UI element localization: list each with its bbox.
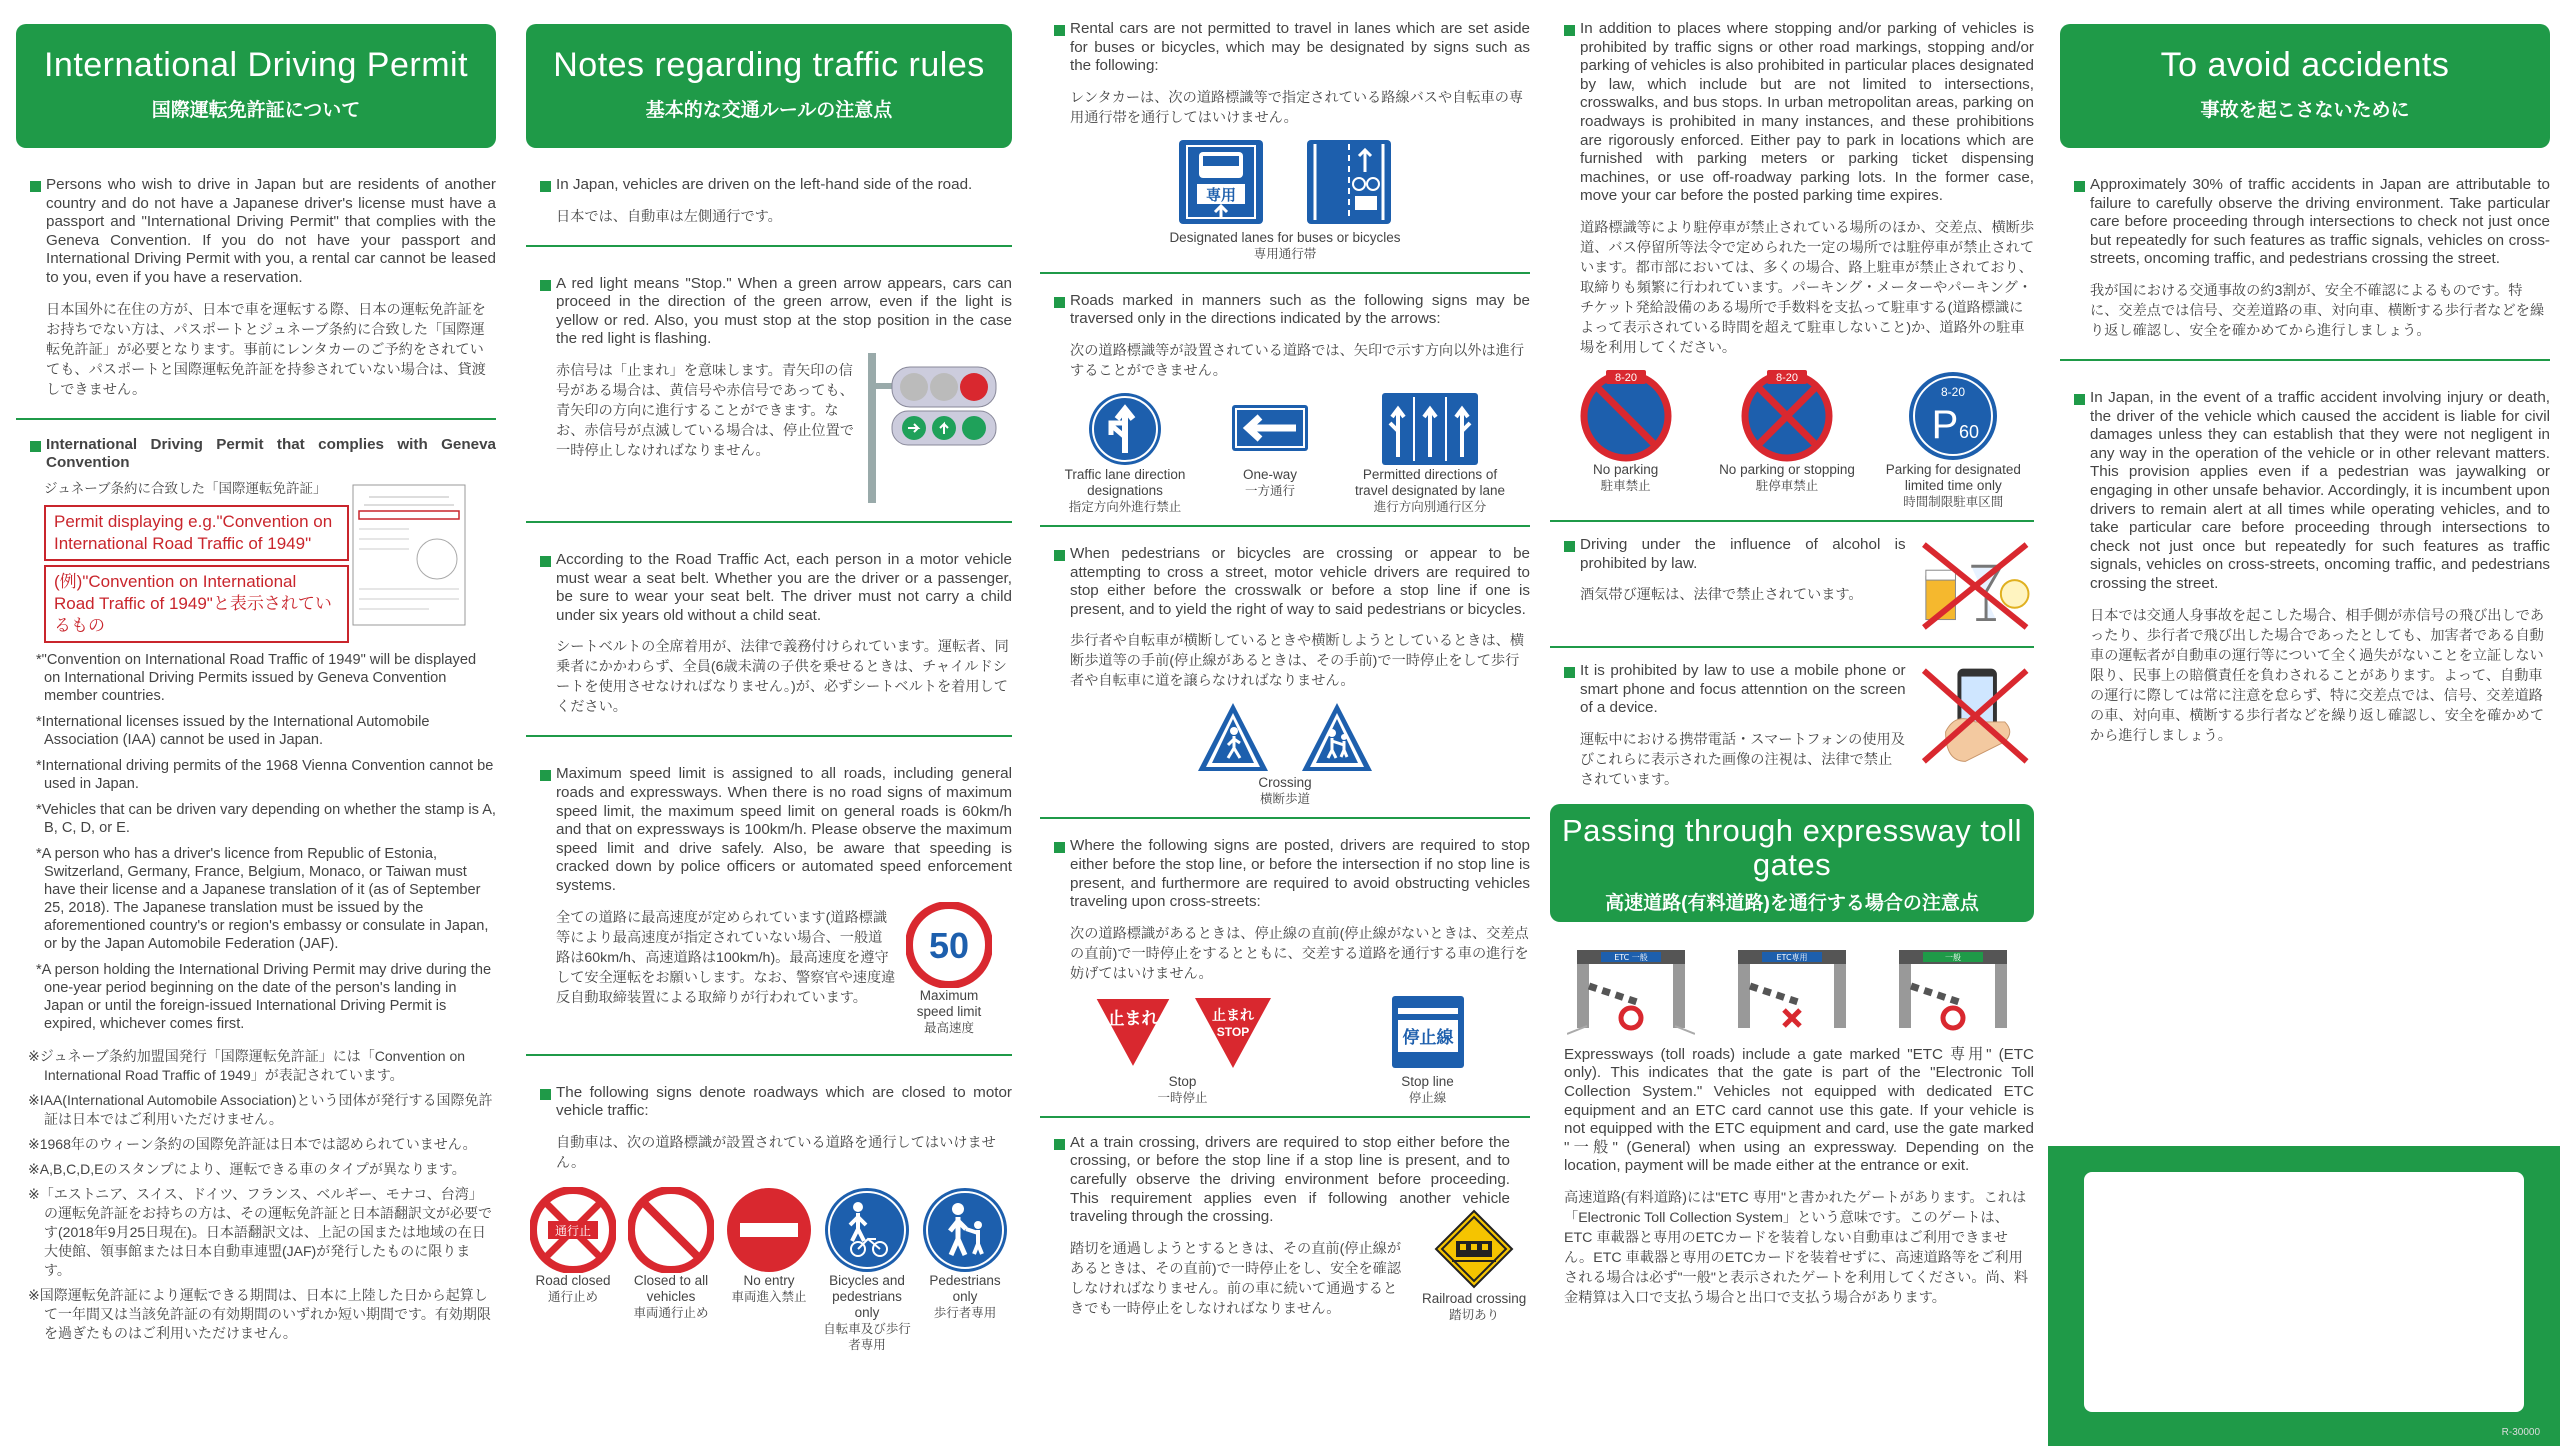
stop2-sub: STOP [1216,1024,1249,1039]
paragraph-en: Driving under the influence of alcohol is prohibited by law. [1580,535,1906,572]
header-avoid-accidents [2060,24,2550,148]
paragraph-ja: 次の道路標識があるときは、停止線の直前(停止線がないときは、交差点の直前)で一時停止をするとともに、交差する道路を通行する車の進行を妨げてはいけません。 [1070,925,1529,982]
paragraph-en: In Japan, in the event of a traffic accident involving injury or death, the driver of the vehicle which caused the accident is liable for civil damages unless they can establish that they were not negligent in any way in the operation of the vehicle or in other relevant matters. This provision applies even if a pedestrian was jaywalking or engaging in other unsafe behavior. Accordingly, it is incumbent upon drivers to remain alert at all times while operating vehicles, and to take particular care before proceeding through intersections to check not just once but repeatedly for such features as traffic signals, vehicles on cross-streets, oncoming traffic, and pedestrians crossing the street. [2090,388,2550,592]
arrow-signs [1040,391,1530,515]
parking-signs [1550,370,2034,510]
pedestrian-icon [922,1187,1008,1273]
note-ja: ※1968年のウィーン条約の国際免許証は日本では認められていません。 [28,1135,477,1152]
crossing-icon [1196,701,1270,775]
paragraph-en: Where the following signs are posted, drivers are required to stop either before the stop line, or before the intersection if no stop line is present, and furthermore are required to avoid obstructing vehicles traveling upon cross-streets: [1070,837,1530,911]
speed-limit-sign [904,902,994,1036]
divider [2060,359,2550,361]
paragraph-ja: シートベルトの全席着用が、法律で義務付けられています。運転者、同乗者にかかわらず、全員(6歳未満の子供を乗せるときは、チャイルドシートを使用させなければなりません。)が、必ずシートベルトを着用してください。 [556,639,1009,716]
etc-general-gate-icon [1567,938,1695,1038]
column-international-permit [16,0,496,1446]
note-ja: ※ジュネーブ条約加盟国発行「国際運転免許証」には「Convention on International Road Traffic of 1949」が表記されています。 [28,1047,466,1083]
paragraph-en: Rental cars are not permitted to travel in lanes which are set aside for buses or bicycles, which may be designated by signs such as the following: [1070,20,1530,75]
header-toll-gates [1550,804,2034,922]
caption-ja: 一時停止 [1157,1090,1208,1105]
no-parking-icon [1580,370,1672,462]
toll-explanation [1550,1046,2034,1308]
sign-stop-line [1378,994,1478,1106]
divider [16,418,496,420]
paragraph-ja: 酒気帯び運転は、法律で禁止されています。 [1580,587,1863,604]
paragraph-ja: 運転中における携帯電話・スマートフォンの使用及びこれらに表示された画像の注視は、法律で禁止されています。 [1580,731,1905,788]
lane-directions-icon [1380,391,1480,467]
sign-road-closed [528,1187,618,1305]
section-title: Passing through expressway toll gates [1561,812,2023,882]
note-ja: ※IAA(International Automobile Association)という団体が発行する国際免許証は日本ではご利用いただけません。 [28,1091,493,1127]
header-international-permit [16,24,496,148]
caption-ja: 自転車及び歩行者専用 [823,1321,911,1352]
direction-rule [1040,292,1530,381]
divider [526,245,1012,247]
note-en: *"Convention on International Road Traffic of 1949" will be displayed on International Driving Permits issued by Geneva Convention member countries. [36,651,477,704]
no-stopping-icon [1741,370,1833,462]
paragraph-ja: 赤信号は「止まれ」を意味します。青矢印の信号がある場合は、黄信号や赤信号であっても、青矢印の方向に進行することができます。なお、赤信号が点滅している場合は、停止位置で一時停止しなければなりません。 [556,362,854,459]
permit-requirement-block [16,176,496,400]
caption-ja: 指定方向外進行禁止 [1068,499,1182,514]
stop-glyph: 止まれ [1107,1008,1158,1029]
paragraph-en: According to the Road Traffic Act, each person in a motor vehicle must wear a seat belt. Whether you are the driver or a passenger, be sure to wear your seat belt. The driver must not carry a child under six years old without a child seat. [556,550,1012,624]
caption-en: One-way [1242,466,1298,482]
gate-label: ETC専用 [1776,952,1808,962]
stop2-glyph: 止まれ [1211,1007,1254,1024]
direction-arrow-icon [1087,391,1163,467]
toll-gate-illustrations [1550,938,2034,1038]
paragraph-en: Maximum speed limit is assigned to all roads, including general roads and expressways. When there is no road signs of maximum speed limit, the maximum speed limit on general roads is 60km/h and that on expressways is 100km/h. Please observe the maximum speed limit and drive safely. Also, be aware that speeding is cracked down by police officers or automated speed enforcement systems. [556,765,1012,894]
stop-icon [1093,994,1173,1070]
sign-stop [1093,994,1273,1106]
seat-belt-rule [526,551,1012,717]
section-subtitle: 基本的な交通ルールの注意点 [645,100,893,121]
header-traffic-rules [526,24,1012,148]
note-ja: ※「エストニア、スイス、ドイツ、フランス、ベルギー、モナコ、台湾」の運転免許証をお持ちの方は、その運転免許証と日本語翻訳文が必要です(2018年9月25日現在)。日本語翻訳文は、上記の国または地域の在日大使館、領事館または日本自動車連盟(JAF)が発行したものに限ります。 [28,1185,492,1278]
note-ja: ※A,B,C,D,Eのスタンプにより、運転できる車のタイプが異なります。 [28,1160,466,1177]
section-subtitle: 国際運転免許証について [151,100,361,121]
left-side-rule [526,176,1012,227]
note-en: *A person who has a driver's licence from Republic of Estonia, Switzerland, Germany, France, Belgium, Monaco, or Taiwan must have their license and a Japanese translation of it (as of September 25, 2018). The Japanese translation must be issued by the aforementioned country's or region's embassy or consulate in Japan, or by the Japan Automobile Federation (JAF). [36,845,489,952]
closed-road-rule [526,1084,1012,1173]
mobile-phone-rule [1550,662,2034,790]
sign-pedestrians-only [920,1187,1010,1321]
paragraph-en: In addition to places where stopping and/or parking of vehicles is prohibited by traffic signs or other road markings, stopping and/or parking of vehicles is also prohibited in particular places designated by law, which include but are not limited to intersections, crosswalks, and bus stops. In urban metropolitan areas, parking on roadways is prohibited in many instances, and these prohibitions are rigorously enforced. Either pay to park in locations which are furnished with parking meters or parking ticket dispensing machines, or use off-roadway parking lots. In the former case, move your car before the posted parking time expires. [1580,20,2034,205]
caption-en: Parking for designated limited time only [1885,461,2021,493]
caption-ja: 駐車禁止 [1600,478,1651,493]
notes-en [16,651,496,1033]
paragraph-ja: 全ての道路に最高速度が定められています(道路標識等により最高速度が指定されていない場合、一般道路は60km/h、高速道路は100km/h)。最高速度を遵守して安全運転をお願いします。なお、警察官や速度違反自動取締装置による取締りが行われています。 [556,909,896,1006]
road-closed-glyph: 通行止 [554,1223,592,1238]
caption-ja: 車両通行止め [633,1305,709,1320]
divider [526,1054,1012,1056]
caption-ja: 踏切あり [1449,1307,1500,1322]
caption-en: Traffic lane direction designations [1064,466,1186,498]
stop-line-icon [1390,994,1466,1070]
note-ja: ※国際運転免許証により運転できる期間は、日本に上陸した日から起算して一年間又は当該免許証の有効期間のいずれか短い期間です。有効期限を過ぎたものはご利用いただけません。 [28,1286,491,1341]
railroad-crossing-icon [1432,1207,1516,1291]
notes-ja [16,1047,496,1343]
paragraph-ja: 次の道路標識等が設置されている道路では、矢印で示す方向以外は進行することができません。 [1070,342,1525,379]
speed-value: 50 [928,924,970,966]
dedicated-lane-signs [1040,138,1530,226]
caption-en: Bicycles and pedestrians only [829,1272,905,1320]
section-title: Notes regarding traffic rules [553,46,985,84]
sign-bicycles-pedestrians [822,1187,912,1353]
lane-glyph: 専用 [1205,185,1237,204]
speed-limit-rule [526,765,1012,1035]
sign-no-stopping [1707,370,1867,494]
caption-en: Permitted directions of travel designated by lane [1354,466,1506,498]
gate-label: ETC 一般 [1613,952,1648,962]
time-label: 8-20 [1614,371,1637,384]
divider [1040,1116,1530,1118]
divider [1550,646,2034,648]
paragraph-en: At a train crossing, drivers are required to stop either before the crossing, or before the stop line if a stop line is present, and to carefully observe the driving environment before proceeding. This requirement applies even if following another vehicle traveling through the crossing. [1070,1133,1510,1226]
sign-lane-directions [1350,391,1510,515]
paragraph-en: When pedestrians or bicycles are crossing or appear to be attempting to cross a street, motor vehicle drivers are required to stop either before the crosswalk or before a stop line if one is present, and to yield the right of way to said pedestrians or bicycles. [1070,544,1530,618]
paragraph-ja: 高速道路(有料道路)には"ETC 専用"と書かれたゲートがあります。これは「Electronic Toll Collection System」という意味です。このゲートは、ETC 車載器と専用のETCカードを装着しない自動車はご利用できません。ETC 車載器と専用のETCカードを装着せずに、高速道路等をご利用される場合は必ず"一般"と表示されたゲートを利用してください。尚、料金精算は入口で支払う場合と出口で支払う場合があります。 [1564,1189,2029,1306]
sign-no-parking [1556,370,1696,494]
caption-ja: 通行止め [547,1289,598,1304]
paragraph-en: The following signs denote roadways which are closed to motor vehicle traffic: [556,1083,1012,1120]
time-label: 8-20 [1775,371,1798,384]
paragraph-ja: 我が国における交通事故の約3割が、安全不確認によるものです。特に、交差点では信号、交差道路の車、対向車、横断する歩行者などを繰り返し確認し、安全を確かめてから進行しましょう。 [2090,282,2545,339]
divider [1040,525,1530,527]
paragraph-ja: 自動車は、次の道路標識が設置されている道路を通行してはいけません。 [556,1134,996,1171]
divider [526,735,1012,737]
school-crossing-icon [1300,701,1374,775]
divider [1040,817,1530,819]
section-subtitle: 事故を起こさないために [2200,100,2410,121]
alcohol-rule [1550,536,2034,636]
limited-parking-icon [1907,370,1999,462]
crossing-signs [1040,701,1530,775]
sign-railroad-crossing [1422,1207,1526,1323]
stop-english-icon [1193,994,1273,1070]
divider [1550,520,2034,522]
caption-en: Railroad crossing [1422,1290,1527,1306]
railroad-rule [1040,1134,1530,1323]
paragraph-en: It is prohibited by law to use a mobile phone or smart phone and focus attenntion on the screen of a device. [1580,661,1906,717]
caption-ja: 進行方向別通行区分 [1373,499,1487,514]
one-way-icon [1230,403,1310,453]
note-en: *A person holding the International Driving Permit may drive during the one-year period beginning on the date of the person's landing in Japan or until the foreign-issued International Driving Permit is expired, whichever comes first. [36,961,492,1032]
lane-caption-en: Designated lanes for buses or bicycles [1169,229,1401,245]
speed-limit-icon [906,902,992,988]
etc-only-gate-icon [1728,938,1856,1038]
caption-ja: 駐停車禁止 [1755,478,1819,493]
permit-example-ja: (例)"Convention on International Road Traffic of 1949"と表示されているもの [44,565,349,643]
caption-ja: 時間制限駐車区間 [1903,494,2004,509]
paragraph-en: Approximately 30% of traffic accidents in Japan are attributable to failure to carefully observe the driving environment. Take particular care before proceeding through intersections to check not just once but repeatedly for such features as traffic signals, vehicles on cross-streets, oncoming traffic, and pedestrians crossing the street. [2090,176,2550,268]
section-title: To avoid accidents [2160,46,2450,84]
bicycle-lane-icon [1305,138,1393,226]
crosswalk-rule [1040,545,1530,691]
footer-green-panel [2048,1146,2560,1446]
red-light-rule [526,275,1012,503]
road-closed-icon [530,1187,616,1273]
note-en: *Vehicles that can be driven vary depending on whether the stamp is A, B, C, D, or E. [36,801,496,836]
stop-signs [1040,994,1530,1106]
geneva-subtitle: ジュネーブ条約に合致した「国際運転免許証」 [44,480,327,496]
paragraph-ja: 歩行者や自転車が横断しているときや横断しようとしているときは、横断歩道等の手前(停止線があるときは、その手前)で一時停止をして歩行者や自転車に道を譲らなければなりません。 [1070,633,1525,690]
stopline-glyph: 停止線 [1402,1027,1453,1048]
caption-en: Road closed [535,1272,611,1288]
geneva-title: International Driving Permit that complies with Geneva Convention [46,435,496,472]
lane-caption-ja: 専用通行帯 [1253,246,1317,261]
observe-environment-block [2060,176,2550,341]
column-road-signs [1040,0,1530,1446]
permit-example [16,479,496,643]
caption-en: Stop line [1401,1073,1454,1089]
sign-lane-direction [1060,391,1190,515]
section-subtitle: 高速道路(有料道路)を通行する場合の注意点 [1605,892,1979,914]
caption-en: Maximum speed limit [916,987,982,1019]
paragraph-ja: 日本では交通人身事故を起こした場合、相手側が赤信号の飛び出しであったり、歩行者で飛び出した場合であったとしても、加害者である自動車の運転者が自動車の運行等について全く過失がないことを立証しない限り、民事上の賠償責任を負わされることがあります。よって、自動車の運行に際しては常に注意を怠らず、特に交差点では、信号、交差道路の車、対向車、横断する歩行者などを繰り返し確認し、安全を確かめてから進行しましょう。 [2090,607,2545,744]
caption-ja: 一方通行 [1244,483,1295,498]
caption-en: No parking [1593,461,1659,477]
paragraph-en: Expressways (toll roads) include a gate marked "ETC 専用" (ETC only). This indicates that the gate is part of the "Electronic Toll Collection System." Vehicles not equipped with dedicated ETC equipment and an ETC card cannot use this gate. If your vehicle is not equipped with the ETC equipment and card, use the gate marked "一般" (General) when using an expressway. Depending on the location, payment will be made either at the entrance or exit. [1564,1045,2034,1175]
general-gate-icon [1889,938,2017,1038]
p-min: 60 [1959,421,1980,442]
divider [1040,272,1530,274]
paragraph-en: Persons who wish to drive in Japan but are residents of another country and do not have a Japanese driver's license must have a passport and "International Driving Permit" that complies with the Geneva Convention. If you do not have your passport and International Driving Permit with you, a rental car cannot be leased to you, even if you have a reservation. [46,176,496,286]
note-en: *International driving permits of the 1968 Vienna Convention cannot be used in Japan. [36,757,494,792]
paragraph-en: Roads marked in manners such as the following signs may be traversed only in the directions indicated by the arrows: [1070,291,1530,328]
stop-sign-rule [1040,837,1530,983]
paragraph-ja: 道路標識等により駐停車が禁止されている場所のほか、交差点、横断歩道、バス停留所等法令で定められた一定の場所では駐停車が禁止されています。都市部においては、多くの場合、路上駐車が禁止されており、取締りも頻繁に行われています。パーキング・メーターやパーキング・チケット発給設備のある場所で手数料を支払って駐車する(道路標識によって表示されている時間を超えて駐車しないこと)か、道路外の駐車場を利用してください。 [1580,219,2035,356]
bicycle-pedestrian-icon [824,1187,910,1273]
column-traffic-rules [526,0,1012,1446]
no-phone-icon [1916,662,2034,772]
bus-lane-icon [1177,138,1265,226]
closed-vehicles-icon [628,1187,714,1273]
closed-road-signs [526,1187,1012,1353]
sign-no-entry [724,1187,814,1305]
geneva-permit-block [16,436,496,473]
traffic-signal-illustration [862,353,1002,503]
caption-en: Closed to all vehicles [633,1272,709,1304]
blank-stamp-area [2084,1172,2524,1412]
paragraph-ja: 日本国外に在住の方が、日本で車を運転する際、日本の運転免許証をお持ちでない方は、パスポートとジュネーブ条約に合致した「国際運転免許証」が必要となります。事前にレンタカーのご予約をされていても、パスポートと国際運転免許証を持参されていない場合は、貸渡しできません。 [46,301,486,398]
no-alcohol-icon [1916,536,2034,636]
caption-en: Stop [1168,1073,1197,1089]
paragraph-ja: 踏切を通過しようとするときは、その直前(停止線があるときは、その直前)で一時停止をし、安全を確認しなければなりません。前の車に続いて通過するときでも一時停止をしなければなりません。 [1070,1240,1402,1317]
civil-liability-block [2060,389,2550,746]
paragraph-en: In Japan, vehicles are driven on the left-hand side of the road. [556,176,973,193]
document-code: R-30000 [2501,1427,2540,1438]
caption-en: Pedestrians only [929,1272,1001,1304]
column-parking-tolls [1550,0,2034,1446]
gate-label: 一般 [1945,952,1962,962]
permit-example-en: Permit displaying e.g."Convention on International Road Traffic of 1949" [44,505,349,561]
caption-ja: 最高速度 [923,1020,974,1035]
p-glyph: P [1931,402,1959,447]
caption-ja: 車両進入禁止 [731,1289,807,1304]
permit-document-illustration [349,479,469,629]
caption-ja: 停止線 [1408,1090,1447,1105]
parking-rule [1550,20,2034,358]
caption-en: No entry [743,1272,795,1288]
paragraph-en: A red light means "Stop." When a green arrow appears, cars can proceed in the direction of the green arrow, even if the light is yellow or red. Also, you must stop at the stop position in the case the red light is flashing. [556,274,1012,348]
sign-limited-parking [1878,370,2028,510]
caption-en: No parking or stopping [1719,461,1855,477]
paragraph-ja: 日本では、自動車は左側通行です。 [556,208,782,225]
caption-ja: 歩行者専用 [933,1305,997,1320]
crossing-caption-en: Crossing [1258,775,1312,791]
sign-one-way [1230,391,1310,499]
divider [526,521,1012,523]
section-title: International Driving Permit [43,46,469,84]
dedicated-lane-rule [1040,20,1530,128]
note-en: *International licenses issued by the International Automobile Association (IAA) cannot be used in Japan. [36,713,430,748]
paragraph-ja: レンタカーは、次の道路標識等で指定されている路線バスや自転車の専用通行帯を通行してはいけません。 [1070,89,1524,126]
no-entry-icon [726,1187,812,1273]
crossing-caption-ja: 横断歩道 [1259,792,1310,807]
sign-closed-all-vehicles [626,1187,716,1321]
time-label: 8-20 [1941,384,1966,399]
